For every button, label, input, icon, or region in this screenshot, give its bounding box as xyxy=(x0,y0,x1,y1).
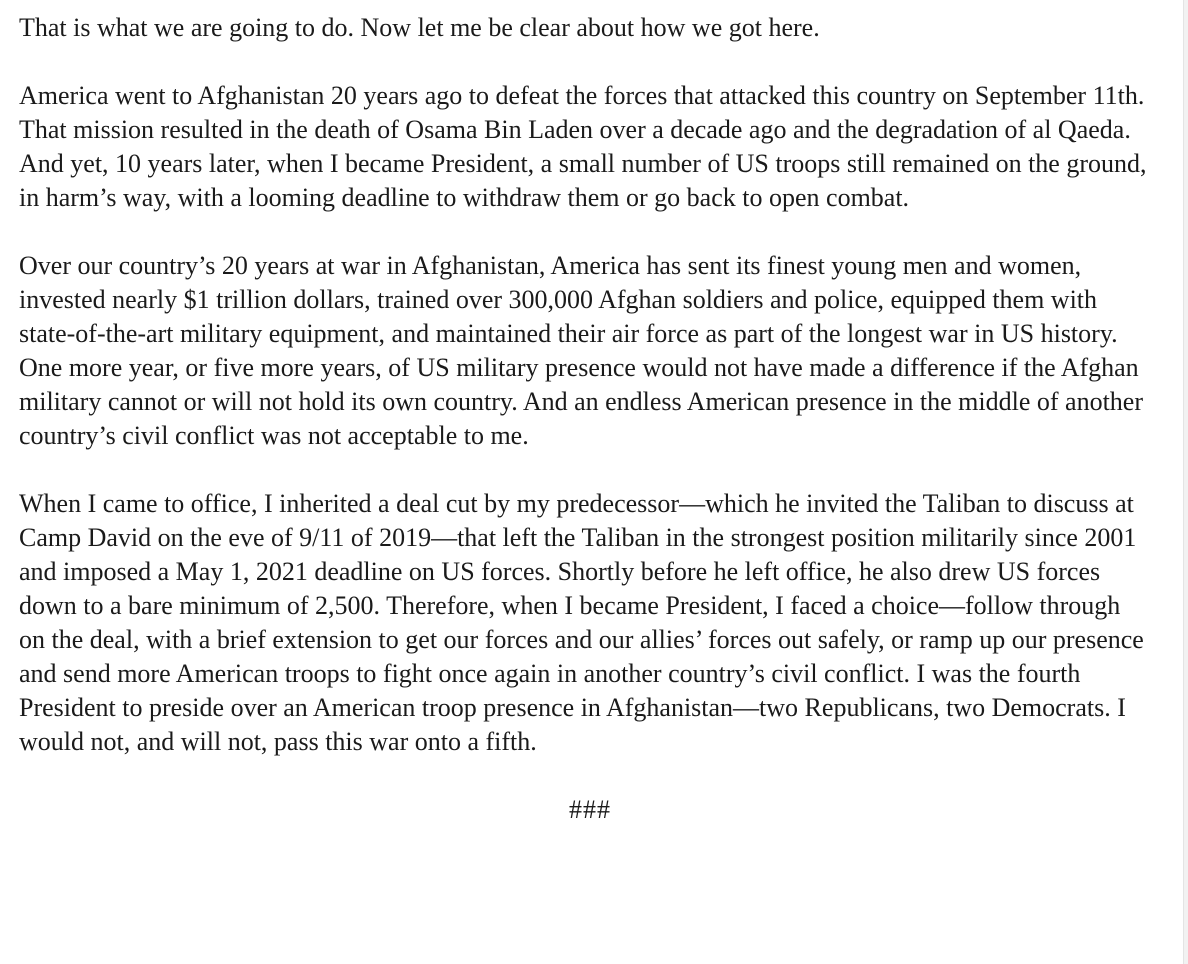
paragraph-mission: America went to Afghanistan 20 years ago to defeat the forces that attacked this country on September 11th. That mission resulted in the death of Osama Bin Laden over a decade ago and the degradation of al Qaeda. And yet, 10 years later, when I became President, a small number of US troops still remained on the ground, in harm’s way, with a looming deadline to withdraw them or go back to open combat. xyxy=(19,81,1147,212)
end-mark: ### xyxy=(569,795,611,824)
document-body xyxy=(19,11,1147,827)
paragraph-war-cost: Over our country’s 20 years at war in Afghanistan, America has sent its finest young men and women, invested nearly $1 trillion dollars, trained over 300,000 Afghan soldiers and police, equipped them with state-of-the-art military equipment, and maintained their air force as part of the longest war in US history. One more year, or five more years, of US military presence would not have made a difference if the Afghan military cannot or will not hold its own country. And an endless American presence in the middle of another country’s civil conflict was not acceptable to me. xyxy=(19,251,1143,450)
paragraph-intro: That is what we are going to do. Now let me be clear about how we got here. xyxy=(19,13,820,42)
scrollbar-track[interactable] xyxy=(1183,0,1188,964)
paragraph-inherited-deal: When I came to office, I inherited a deal cut by my predecessor—which he invited the Taliban to discuss at Camp David on the eve of 9/11 of 2019—that left the Taliban in the strongest position militarily since 2001 and imposed a May 1, 2021 deadline on US forces. Shortly before he left office, he also drew US forces down to a bare minimum of 2,500. Therefore, when I became President, I faced a choice—follow through on the deal, with a brief extension to get our forces and our allies’ forces out safely, or ramp up our presence and send more American troops to fight once again in another country’s civil conflict. I was the fourth President to preside over an American troop presence in Afghanistan—two Republicans, two Democrats. I would not, and will not, pass this war onto a fifth. xyxy=(19,489,1144,756)
